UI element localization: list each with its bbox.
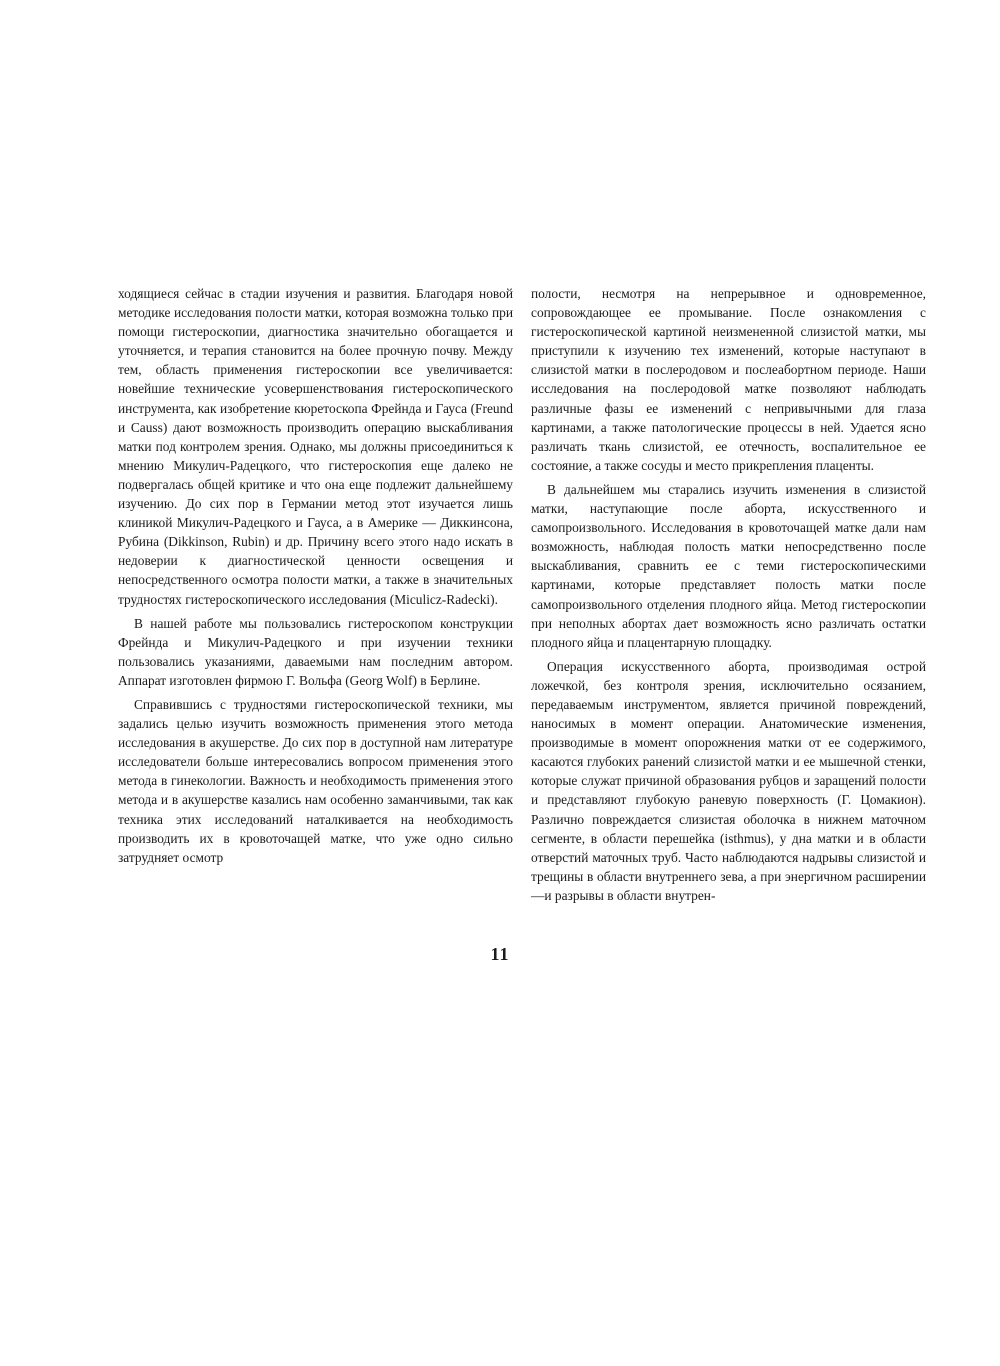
paragraph: В нашей работе мы пользовались гистероскопом конструкции Фрейнда и Микулич-Радецкого и при изучении техники пользовались указаниями, даваемыми нам последним автором. Аппарат изготовлен фирмою Г. Вольфа (Georg Wolf) в Берлине. bbox=[118, 615, 513, 688]
paragraph: В дальнейшем мы старались изучить изменения в слизистой матки, наступающие после аборта, искусственного и самопроизвольного. Исследования в кровоточащей матке дали нам возможность, наблюдая полость матки непосредственно после выскабливания, сравнить ее с теми гистероскопическими картинами, которые представляет полость матки после самопроизвольного отделения плодного яйца. Метод гистероскопии при неполных абортах дает возможность ясно различать остатки плодного яйца и плацентарную площадку. bbox=[531, 481, 926, 650]
paragraph: ходящиеся сейчас в стадии изучения и развития. Благодаря новой методике исследования полости матки, которая возможна только при помощи гистероскопии, диагностика значительно обогащается и уточняется, и терапия становится на более прочную почву. Между тем, область применения гистероскопии все увеличивается: новейшие технические усовершенствования гистероскопического инструмента, как изобретение кюретоскопа Фрейнда и Гауса (Freund и Causs) дают возможность производить операцию выскабливания матки под контролем зрения. Однако, мы должны присоединиться к мнению Микулич-Радецкого, что гистероскопия еще далеко не подвергалась общей критике и что она еще подлежит дальнейшему изучению. До сих пор в Германии метод этот изучается лишь клиникой Микулич-Радецкого и Гауса, а в Америке — Диккинсона, Рубина (Dikkinson, Rubin) и др. Причину всего этого надо искать в недоверии к диагностической ценности освещения и непосредственного осмотра полости матки, а также в значительных трудностях гистероскопического исследования (Miculicz-Radecki). bbox=[118, 286, 513, 607]
left-column bbox=[118, 284, 513, 872]
page-number: 11 bbox=[490, 944, 510, 964]
paragraph: полости, несмотря на непрерывное и одновременное, сопровождающее ее промывание. После ознакомления с гистероскопической картиной неизмененной слизистой матки, мы приступили к изучению тех изменений, которые наступают в слизистой матки в послеродовом и послеабортном периоде. Наши исследования на послеродовой матке позволяют наблюдать различные фазы ее изменений с непривычными для глаза картинами, а также патологические процессы в ней. Удается ясно различать ткань слизистой, ее отечность, воспалительное ее состояние, а также сосуды и место прикрепления плаценты. bbox=[531, 286, 926, 473]
paragraph: Операция искусственного аборта, производимая острой ложечкой, без контроля зрения, исключительно осязанием, передаваемым инструментом, является причиной повреждений, наносимых в момент операции. Анатомические изменения, производимые в момент опорожнения матки от ее содержимого, касаются глубоких ранений слизистой матки и ее мышечной стенки, которые служат причиной образования рубцов и заращений полости и представляют глубокую раневую поверхность (Г. Цомакион). Различно повреждается слизистая оболочка в нижнем маточном сегменте, в области перешейка (isthmus), у дна матки и в области отверстий маточных труб. Часто наблюдаются надрывы слизистой и трещины в области внутреннего зева, а при энергичном расширении—и разрывы в области внутрен- bbox=[531, 658, 926, 903]
right-column bbox=[531, 284, 926, 910]
paragraph: Справившись с трудностями гистероскопической техники, мы задались целью изучить возможность применения этого метода исследования в акушерстве. До сих пор в доступной нам литературе исследователи больше интересовались вопросом применения этого метода в гинекологии. Важность и необходимость применения этого метода и в акушерстве казались нам особенно заманчивыми, так как техника этих исследований наталкивается на необходимость производить их в кровоточащей матке, что уже одно сильно затрудняет осмотр bbox=[118, 696, 513, 865]
